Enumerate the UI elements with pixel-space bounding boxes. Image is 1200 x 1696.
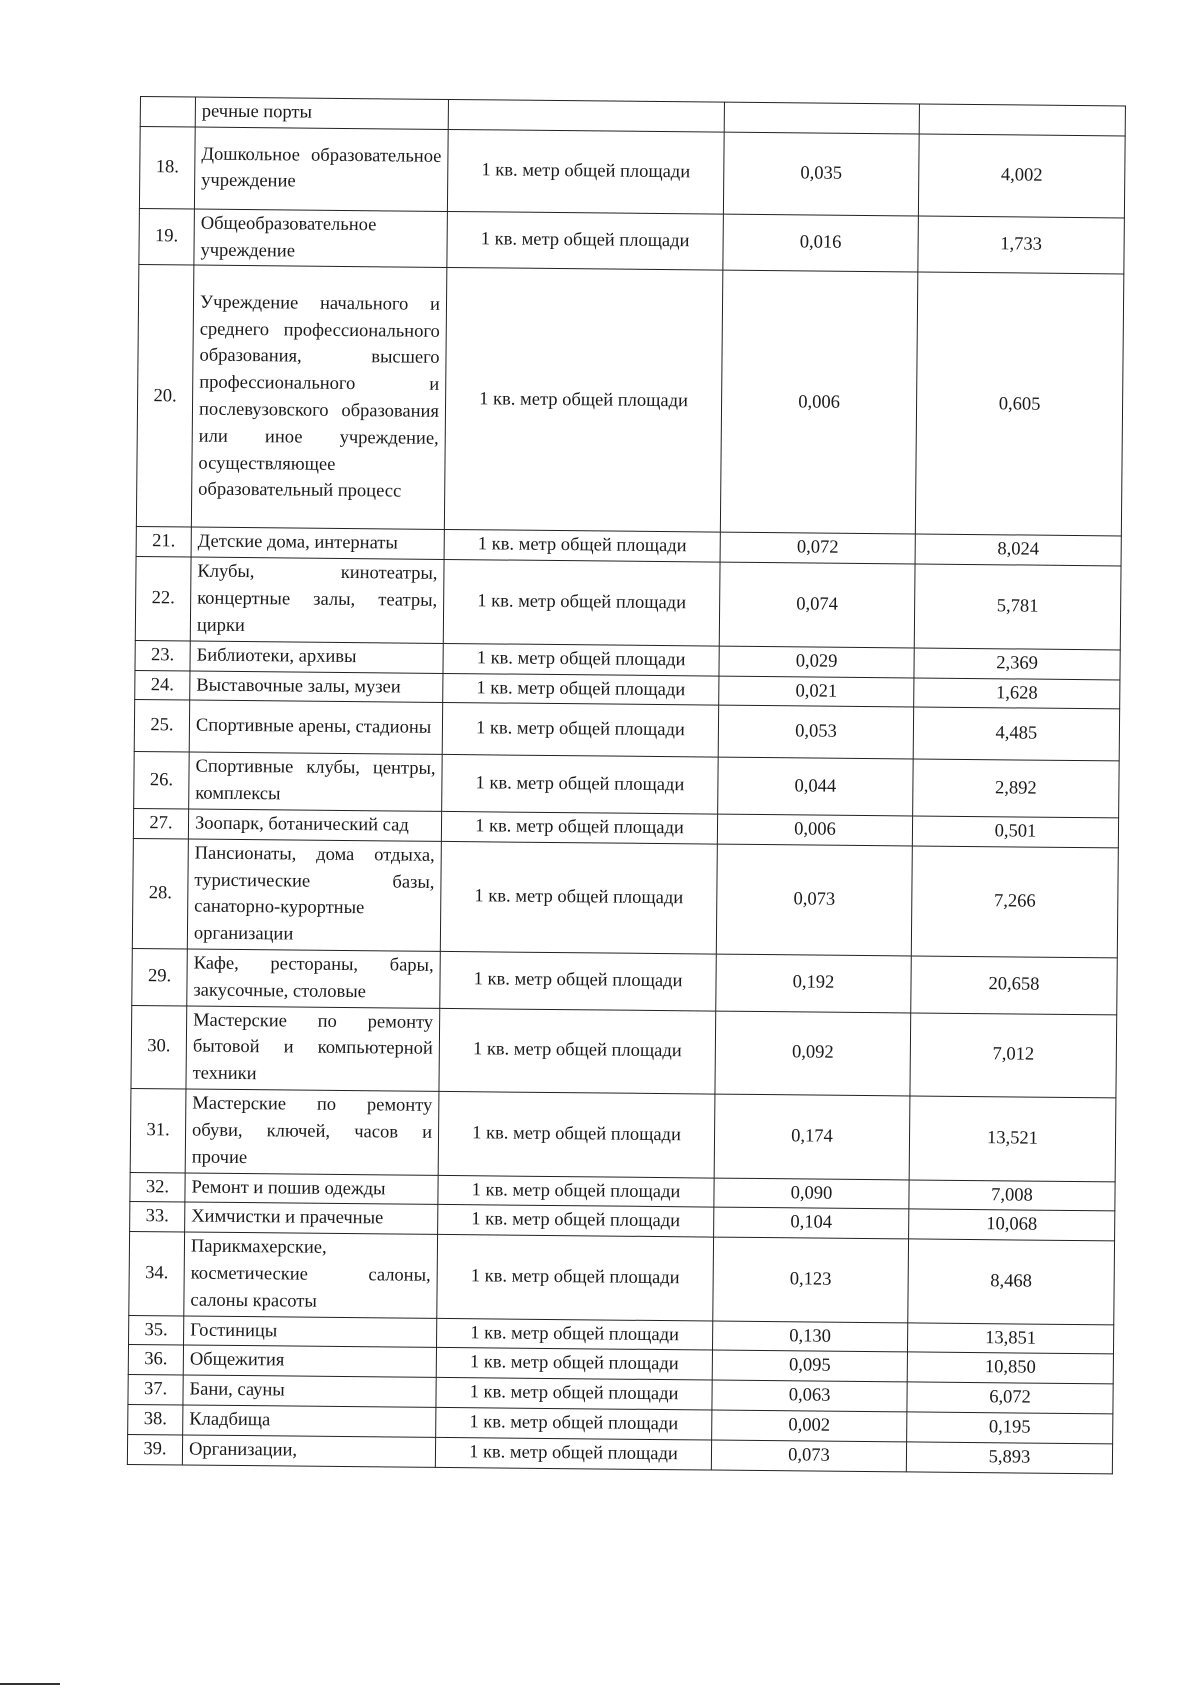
row-number-cell: 24.: [135, 670, 190, 700]
unit-of-measure-cell: [448, 99, 724, 131]
row-number-cell: 39.: [127, 1434, 182, 1464]
row-number-cell: 29.: [132, 948, 188, 1005]
value-1-cell: 0,006: [720, 271, 918, 535]
unit-of-measure-cell: 1 кв. метр общей площади: [436, 1318, 712, 1350]
row-number-cell: 33.: [130, 1202, 185, 1232]
row-number-cell: 36.: [128, 1345, 183, 1375]
value-2-cell: 4,002: [918, 134, 1125, 218]
table-row: [139, 208, 1124, 274]
value-1-cell: 0,074: [719, 562, 915, 647]
unit-of-measure-cell: 1 кв. метр общей площади: [442, 755, 719, 814]
unit-of-measure-cell: 1 кв. метр общей площади: [436, 1348, 712, 1380]
value-2-cell: 0,195: [907, 1412, 1113, 1444]
object-name-cell: Мастерские по ремонту обуви, ключей, часов и прочие: [185, 1089, 439, 1175]
value-1-cell: 0,063: [712, 1380, 907, 1412]
unit-of-measure-cell: 1 кв. метр общей площади: [436, 1407, 712, 1439]
row-number-cell: 18.: [139, 126, 195, 209]
value-2-cell: 13,521: [909, 1096, 1116, 1181]
value-1-cell: 0,095: [712, 1350, 907, 1382]
value-1-cell: 0,044: [718, 757, 914, 815]
unit-of-measure-cell: 1 кв. метр общей площади: [443, 560, 720, 646]
value-1-cell: [724, 102, 919, 134]
object-name-cell: Организации,: [182, 1435, 435, 1467]
value-1-cell: 0,035: [723, 132, 919, 216]
row-number-cell: 20.: [136, 265, 194, 528]
value-1-cell: 0,073: [711, 1440, 906, 1472]
object-name-cell: Учреждение начального и среднего профессионального образования, высшего профессионального и послевузовского образования или иное учреждение, осуществляющее образовательный процесс: [191, 265, 447, 529]
unit-of-measure-cell: 1 кв. метр общей площади: [443, 643, 719, 675]
value-2-cell: 6,072: [907, 1382, 1113, 1414]
row-number-cell: 30.: [131, 1005, 187, 1089]
unit-of-measure-cell: 1 кв. метр общей площади: [443, 673, 719, 705]
value-1-cell: 0,021: [719, 676, 914, 708]
value-1-cell: 0,002: [712, 1410, 907, 1442]
object-name-cell: Спортивные арены, стадионы: [189, 700, 442, 754]
row-number-cell: 21.: [136, 527, 191, 557]
value-2-cell: 7,008: [909, 1179, 1115, 1211]
value-2-cell: 8,024: [915, 534, 1121, 566]
value-1-cell: 0,073: [716, 844, 912, 956]
table-row: [135, 557, 1121, 650]
value-2-cell: 8,468: [908, 1239, 1115, 1324]
unit-of-measure-cell: 1 кв. метр общей площади: [442, 703, 718, 758]
value-2-cell: 7,266: [911, 846, 1118, 958]
object-name-cell: Пансионаты, дома отдыха, туристические базы, санаторно-курортные организации: [187, 839, 441, 952]
value-1-cell: 0,090: [714, 1178, 909, 1210]
value-2-cell: 5,893: [906, 1442, 1112, 1474]
object-name-cell: Клубы, кинотеатры, концертные залы, театры, цирки: [190, 557, 444, 643]
scan-edge-mark: [0, 1683, 60, 1685]
value-2-cell: 1,628: [914, 677, 1120, 709]
value-2-cell: [919, 104, 1125, 136]
value-2-cell: 0,501: [912, 816, 1118, 848]
object-name-cell: Химчистки и прачечные: [185, 1202, 438, 1234]
value-1-cell: 0,072: [720, 533, 915, 565]
object-name-cell: Выставочные залы, музеи: [190, 671, 443, 703]
row-number-cell: 22.: [135, 557, 191, 641]
value-1-cell: 0,104: [714, 1207, 909, 1239]
unit-of-measure-cell: 1 кв. метр общей площади: [447, 129, 724, 214]
unit-of-measure-cell: 1 кв. метр общей площади: [444, 530, 720, 562]
value-2-cell: 10,068: [909, 1209, 1115, 1241]
row-number-cell: 37.: [128, 1375, 183, 1405]
norms-table-body: [127, 97, 1125, 1474]
row-number-cell: 34.: [129, 1232, 185, 1316]
object-name-cell: Спортивные клубы, центры, комплексы: [189, 752, 443, 811]
object-name-cell: Ремонт и пошив одежды: [185, 1172, 438, 1204]
row-number-cell: 32.: [130, 1172, 185, 1202]
table-row: [129, 1232, 1115, 1325]
value-2-cell: 20,658: [911, 956, 1118, 1015]
row-number-cell: 31.: [130, 1089, 186, 1173]
object-name-cell: Кафе, рестораны, бары, закусочные, столовые: [187, 949, 441, 1008]
object-name-cell: Гостиницы: [184, 1316, 437, 1348]
object-name-cell: Парикмахерские, косметические салоны, салоны красоты: [184, 1232, 438, 1318]
value-2-cell: 5,781: [914, 564, 1121, 649]
row-number-cell: 38.: [128, 1404, 183, 1434]
object-name-cell: Зоопарк, ботанический сад: [188, 809, 441, 841]
table-row: [132, 838, 1118, 958]
table-row: [132, 948, 1117, 1014]
unit-of-measure-cell: 1 кв. метр общей площади: [437, 1235, 714, 1321]
table-row: [130, 1089, 1116, 1182]
value-2-cell: 1,733: [918, 216, 1125, 275]
value-2-cell: 2,892: [913, 759, 1120, 818]
row-number-cell: 27.: [133, 808, 188, 838]
value-1-cell: 0,006: [717, 814, 912, 846]
object-name-cell: Дошкольное образовательное учреждение: [194, 127, 448, 211]
value-1-cell: 0,029: [719, 646, 914, 678]
object-name-cell: Мастерские по ремонту бытовой и компьютерной техники: [186, 1006, 440, 1092]
value-1-cell: 0,123: [713, 1237, 909, 1322]
object-name-cell: Детские дома, интернаты: [191, 527, 444, 559]
table-row: [139, 126, 1125, 217]
unit-of-measure-cell: 1 кв. метр общей площади: [440, 841, 717, 954]
unit-of-measure-cell: 1 кв. метр общей площади: [441, 811, 717, 843]
object-name-cell: Библиотеки, архивы: [190, 641, 443, 673]
value-1-cell: 0,016: [723, 214, 919, 272]
value-1-cell: 0,174: [714, 1094, 910, 1179]
row-number-cell: 26.: [134, 752, 190, 809]
object-name-cell: Общежития: [183, 1345, 436, 1377]
value-1-cell: 0,053: [718, 705, 913, 759]
row-number-cell: 19.: [139, 208, 195, 265]
value-2-cell: 13,851: [907, 1322, 1113, 1354]
row-number-cell: 23.: [135, 640, 190, 670]
value-2-cell: 0,605: [915, 272, 1124, 536]
value-2-cell: 4,485: [913, 707, 1119, 761]
object-name-cell: Общеобразовательное учреждение: [194, 209, 448, 268]
unit-of-measure-cell: 1 кв. метр общей площади: [440, 951, 717, 1010]
value-2-cell: 7,012: [910, 1013, 1117, 1098]
unit-of-measure-cell: 1 кв. метр общей площади: [438, 1091, 715, 1177]
unit-of-measure-cell: 1 кв. метр общей площади: [438, 1205, 714, 1237]
object-name-cell: Бани, сауны: [183, 1375, 436, 1407]
table-row: [136, 265, 1123, 536]
value-1-cell: 0,130: [712, 1321, 907, 1353]
table-row: [134, 700, 1119, 761]
value-1-cell: 0,092: [715, 1011, 911, 1096]
row-number-cell: 35.: [129, 1315, 184, 1345]
unit-of-measure-cell: 1 кв. метр общей площади: [444, 268, 723, 533]
row-number-cell: 25.: [134, 700, 189, 753]
value-2-cell: 2,369: [914, 648, 1120, 680]
row-number-cell: 28.: [132, 838, 188, 949]
unit-of-measure-cell: 1 кв. метр общей площади: [435, 1437, 711, 1469]
unit-of-measure-cell: 1 кв. метр общей площади: [439, 1008, 716, 1094]
row-number-cell: [140, 97, 195, 127]
object-name-cell: Кладбища: [183, 1405, 436, 1437]
unit-of-measure-cell: 1 кв. метр общей площади: [447, 211, 724, 270]
norms-table: [127, 96, 1126, 1474]
unit-of-measure-cell: 1 кв. метр общей площади: [436, 1378, 712, 1410]
table-row: [131, 1005, 1117, 1098]
object-name-cell: речные порты: [195, 97, 448, 129]
unit-of-measure-cell: 1 кв. метр общей площади: [438, 1175, 714, 1207]
value-1-cell: 0,192: [716, 954, 912, 1012]
value-2-cell: 10,850: [907, 1352, 1113, 1384]
table-row: [134, 752, 1119, 818]
